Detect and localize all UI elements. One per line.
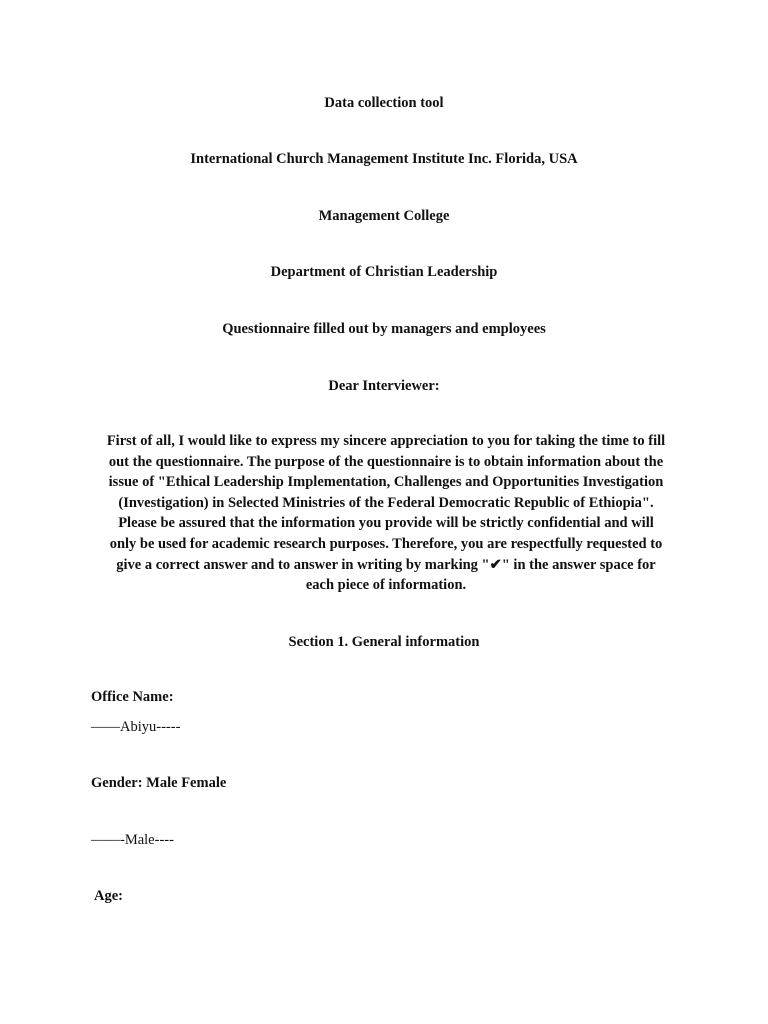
office-name-label: Office Name: [91,689,174,705]
document-title: Data collection tool [324,95,444,111]
department-name: Department of Christian Leadership [270,264,498,280]
intro-paragraph [86,431,686,596]
intro-line: each piece of information. [305,577,467,594]
gender-answer: ——-Male---- [91,832,174,848]
age-label: Age: [94,888,123,904]
intro-line: only be used for academic research purposes. Therefore, you are respectfully requested to [109,535,663,552]
intro-line: issue of "Ethical Leadership Implementation, Challenges and Opportunities Investigation [108,474,664,491]
institute-name: International Church Management Institute Inc. Florida, USA [190,151,578,167]
intro-line: (Investigation) in Selected Ministries of the Federal Democratic Republic of Ethiopia". [118,494,654,511]
intro-line: out the questionnaire. The purpose of the questionnaire is to obtain information about the [108,453,664,470]
intro-line: Please be assured that the information you provide will be strictly confidential and will [118,515,654,532]
college-name: Management College [318,208,450,224]
intro-line: First of all, I would like to express my sincere appreciation to you for taking the time to fill [106,433,666,449]
salutation: Dear Interviewer: [328,378,440,394]
office-name-answer: ——Abiyu----- [91,719,181,735]
questionnaire-label: Questionnaire filled out by managers and employees [222,321,546,337]
section-heading: Section 1. General information [288,634,480,650]
gender-label: Gender: Male Female [91,775,227,791]
intro-line: give a correct answer and to answer in writing by marking "✔" in the answer space for [116,556,656,573]
